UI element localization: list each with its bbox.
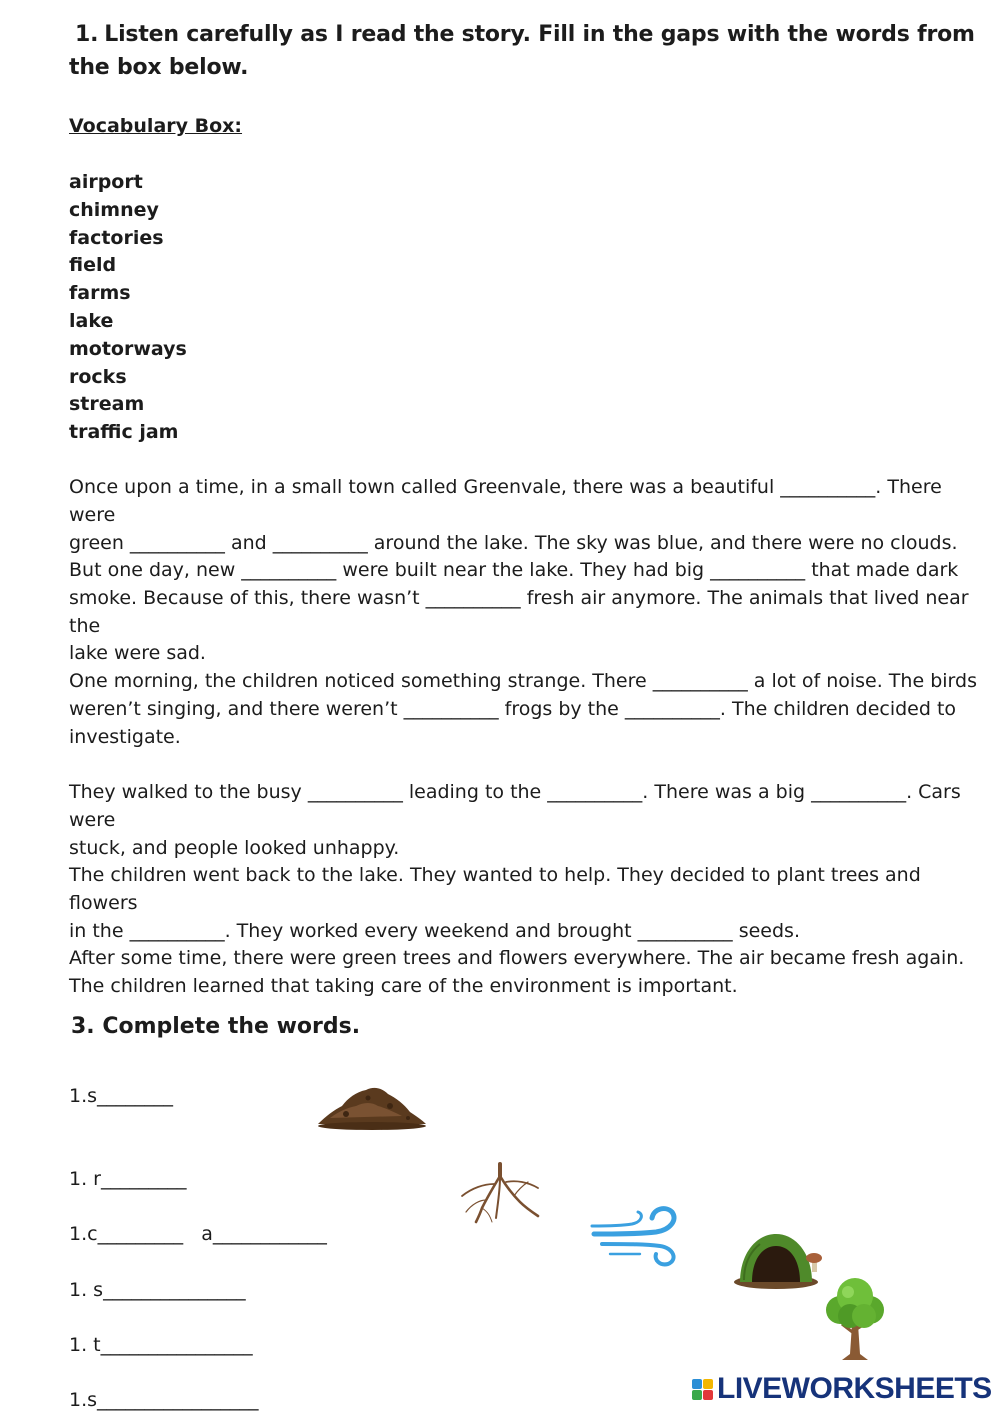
section3-title: 3. Complete the words. <box>71 1014 361 1039</box>
story-line: One morning, the children noticed something strange. There __________ a lot of noise. The birds <box>69 670 977 692</box>
liveworksheets-logo <box>692 1372 992 1406</box>
vocab-word: field <box>69 254 117 277</box>
brand-name: LIVEWORKSHEETS <box>717 1372 992 1405</box>
logo-mark-icon <box>692 1379 713 1400</box>
story-line: The children learned that taking care of the environment is important. <box>69 974 738 997</box>
wind-icon <box>590 1204 684 1268</box>
vocab-word: rocks <box>69 365 127 388</box>
complete-word-item: 1.s_________________ <box>69 1389 259 1411</box>
story-line: stuck, and people looked unhappy. <box>69 836 400 859</box>
story-line: They walked to the busy __________ leading to the __________. There was a big __________. Cars were <box>69 781 961 831</box>
story-paragraph-4 <box>69 779 989 862</box>
story-line: lake were sad. <box>69 642 206 665</box>
vocab-word: motorways <box>69 337 187 360</box>
story-line: But one day, new __________ were built near the lake. They had big __________ that made dark <box>69 559 959 581</box>
story-paragraph-2 <box>69 557 989 668</box>
story-line: investigate. <box>69 725 181 748</box>
vocab-word: airport <box>69 171 143 193</box>
story-line: in the __________. They worked every weekend and brought __________ seeds. <box>69 919 800 942</box>
story-paragraph-1 <box>69 474 989 557</box>
story-paragraph-3 <box>69 668 989 751</box>
vocab-word: stream <box>69 393 145 416</box>
vocab-word: lake <box>69 309 114 332</box>
story-line: The children went back to the lake. They wanted to help. They decided to plant trees and flowers <box>69 864 921 914</box>
story-paragraph-5 <box>69 862 989 945</box>
soil-icon <box>316 1084 428 1130</box>
story-line: weren’t singing, and there weren’t __________ frogs by the __________. The children decided to <box>69 697 957 720</box>
task1-heading <box>69 18 989 84</box>
task1-number: 1. <box>75 22 99 47</box>
story-line: Once upon a time, in a small town called Greenvale, there was a beautiful __________. There were <box>69 476 942 526</box>
story-line: After some time, there were green trees and flowers everywhere. The air became fresh again. <box>69 947 965 969</box>
vocabulary-box-title: Vocabulary Box: <box>69 115 243 137</box>
vocab-word: farms <box>69 282 131 305</box>
burrow-icon <box>732 1228 824 1290</box>
vocab-word: traffic jam <box>69 421 179 444</box>
vocab-word: factories <box>69 226 164 249</box>
story-line: green __________ and __________ around the lake. The sky was blue, and there were no clouds. <box>69 531 958 554</box>
task1-instruction: Listen carefully as I read the story. Fill in the gaps with the words from the box below. <box>69 22 975 80</box>
vocabulary-list <box>69 169 187 447</box>
complete-word-item: 1.c_________ a____________ <box>69 1223 327 1245</box>
tree-icon <box>820 1274 890 1362</box>
story-paragraph-6 <box>69 945 989 1001</box>
complete-word-item: 1. s_______________ <box>69 1279 246 1301</box>
complete-word-item: 1. t________________ <box>69 1334 253 1356</box>
roots-icon <box>458 1160 542 1224</box>
complete-word-item: 1. r_________ <box>69 1168 187 1190</box>
complete-word-item: 1.s________ <box>69 1085 174 1107</box>
story-line: smoke. Because of this, there wasn’t __________ fresh air anymore. The animals that lived near the <box>69 586 969 637</box>
vocab-word: chimney <box>69 198 159 221</box>
